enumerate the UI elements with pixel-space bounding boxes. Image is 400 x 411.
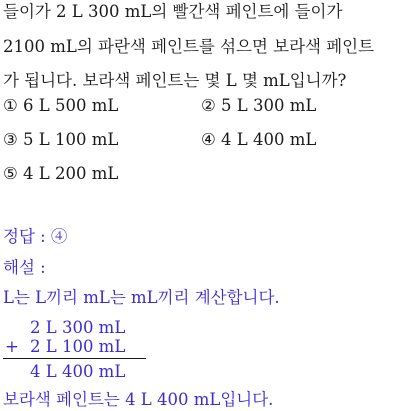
calc-row-1: 2 L 300 mL: [30, 318, 126, 337]
option-3[interactable]: ③ 5 L 100 mL: [3, 130, 119, 149]
calc-row-2: 2 L 100 mL: [30, 337, 126, 356]
answer-label: 정답 : ④: [3, 227, 68, 246]
question-line-2: 2100 mL의 파란색 페인트를 섞으면 보라색 페인트: [3, 37, 375, 56]
calc-plus-sign: +: [5, 337, 19, 356]
question-line-1: 들이가 2 L 300 mL의 빨간색 페인트에 들이가: [3, 2, 343, 21]
option-5[interactable]: ⑤ 4 L 200 mL: [3, 164, 119, 183]
calc-result: 4 L 400 mL: [30, 362, 126, 381]
conclusion-text: 보라색 페인트는 4 L 400 mL입니다.: [3, 390, 274, 409]
question-line-3: 가 됩니다. 보라색 페인트는 몇 L 몇 mL입니까?: [3, 71, 347, 90]
calc-sum-rule: [3, 358, 146, 359]
explanation-header: 해설 :: [3, 258, 46, 277]
explanation-rule-text: L는 L끼리 mL는 mL끼리 계산합니다.: [3, 288, 280, 307]
option-2[interactable]: ② 5 L 300 mL: [201, 96, 317, 115]
option-4[interactable]: ④ 4 L 400 mL: [201, 130, 317, 149]
option-1[interactable]: ① 6 L 500 mL: [3, 96, 119, 115]
